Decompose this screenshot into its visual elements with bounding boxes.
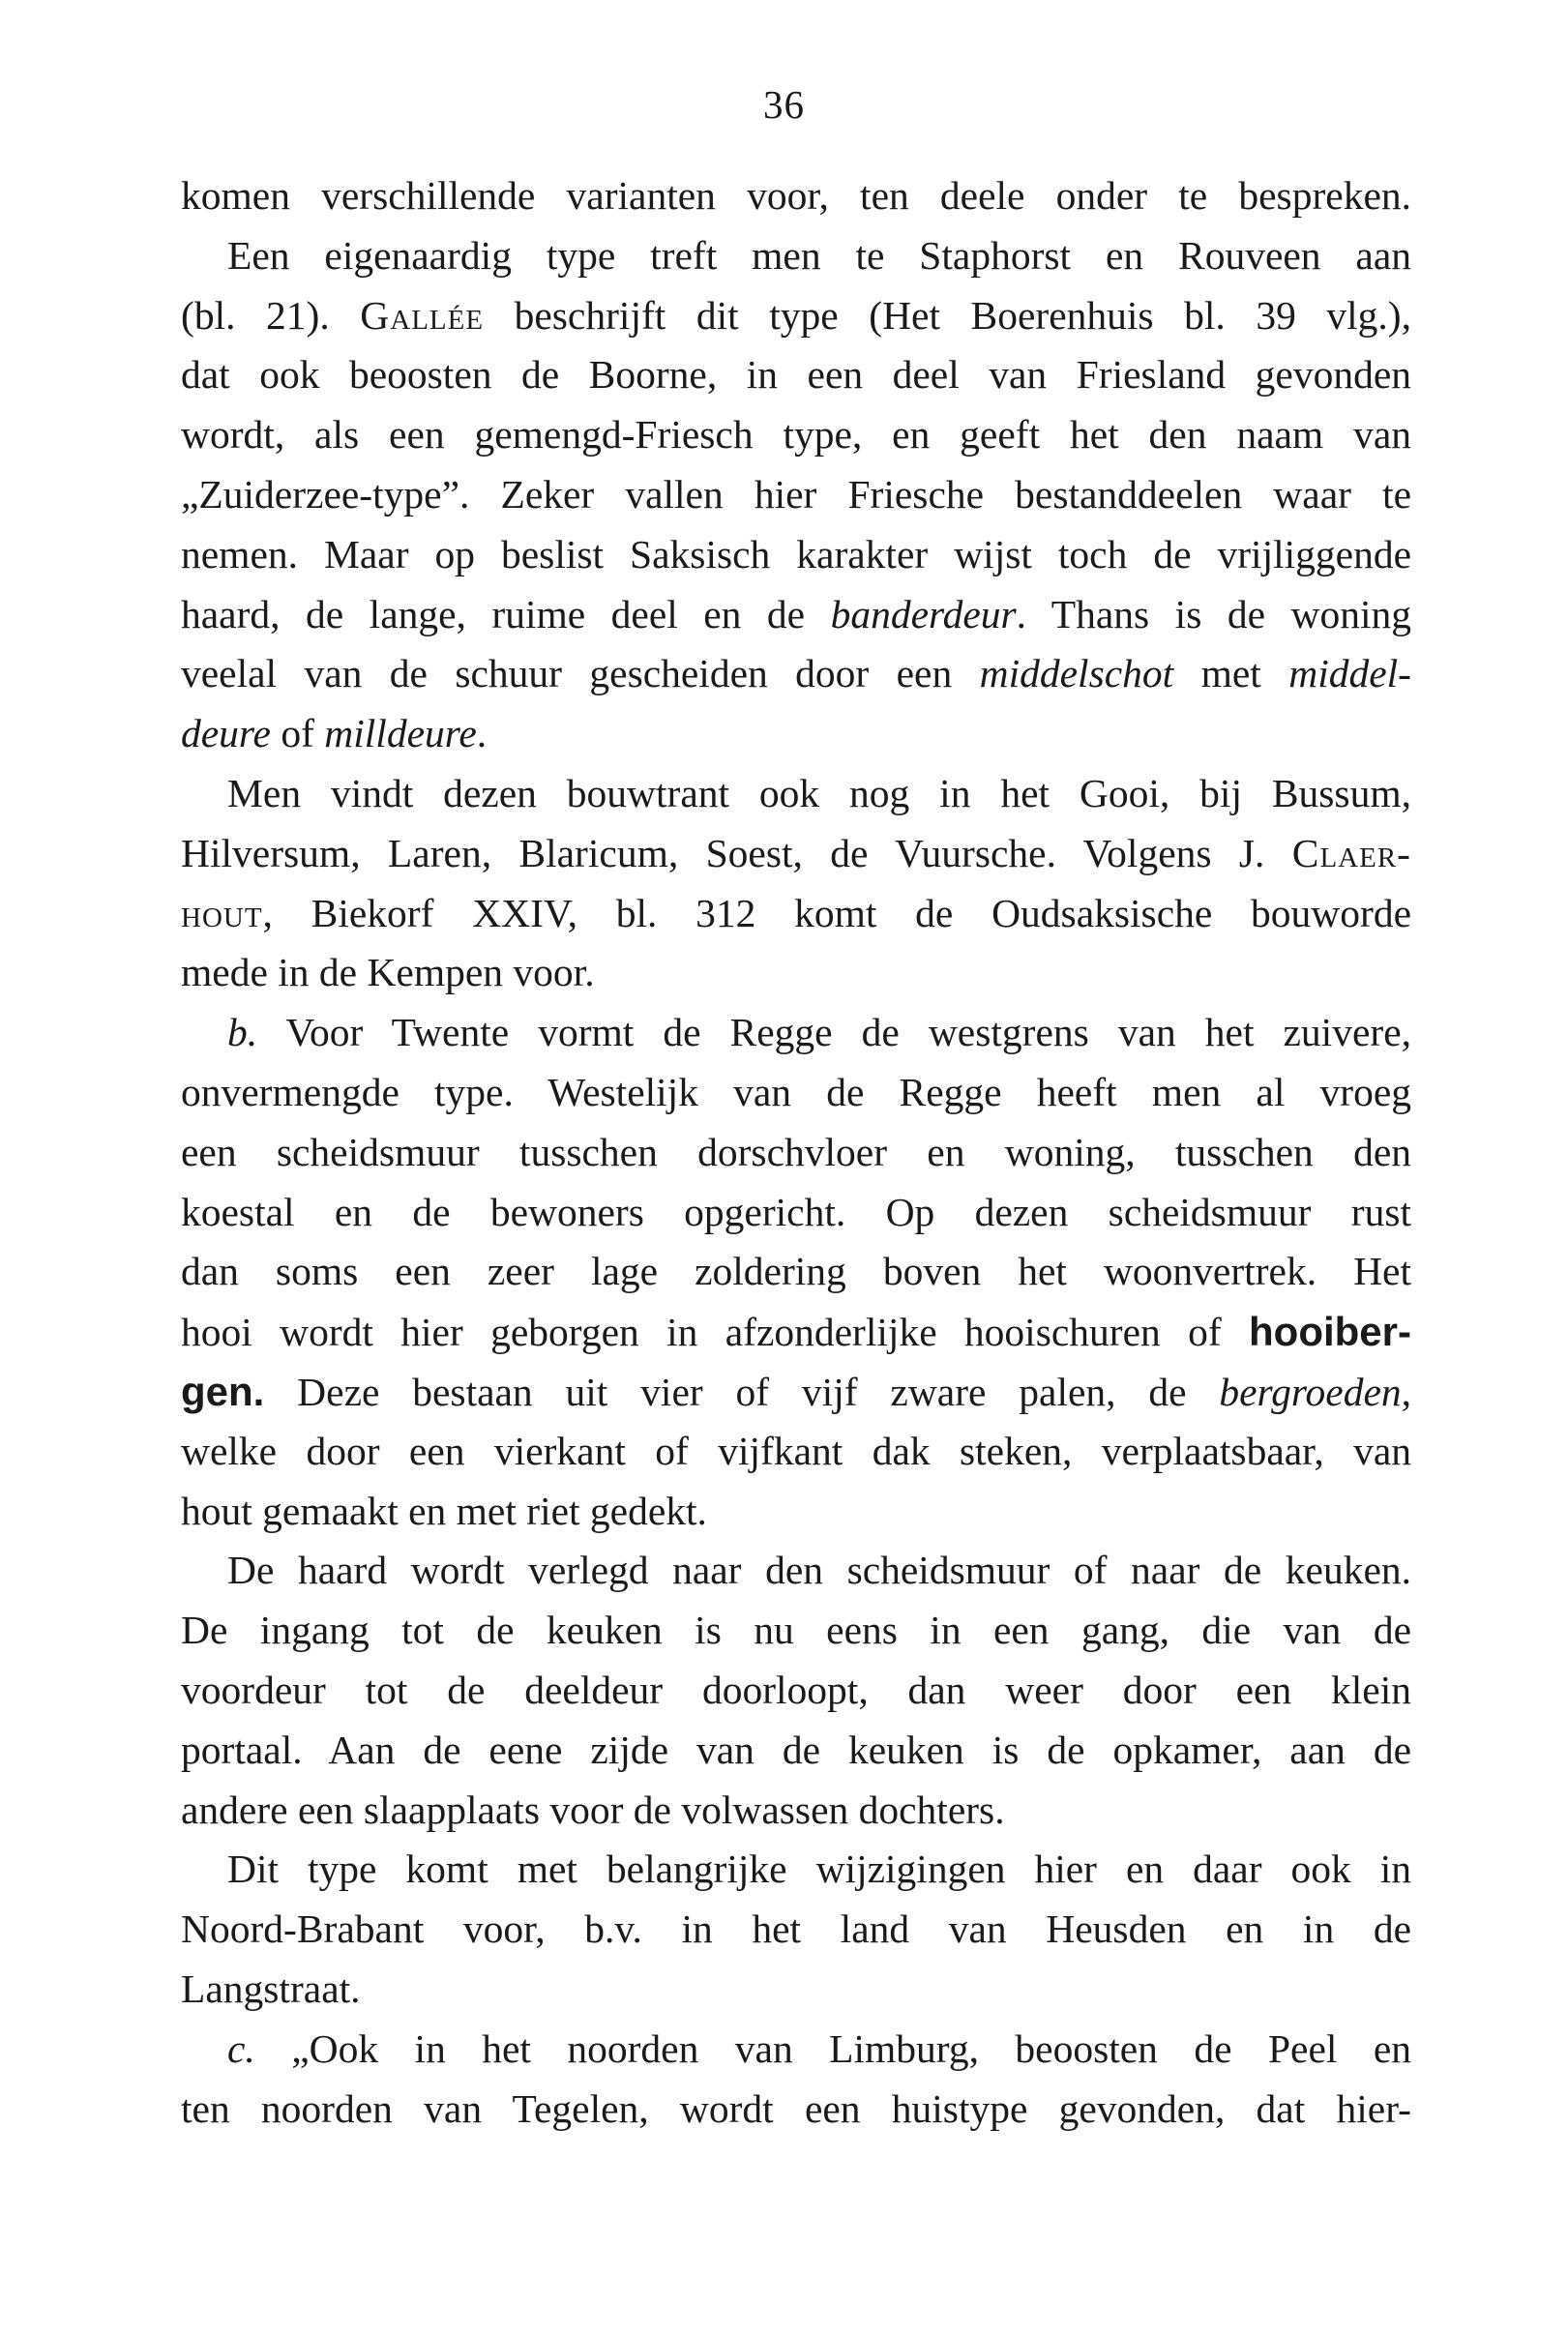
term-italic: banderdeur xyxy=(830,591,1017,636)
text-line: onvermengde type. Westelijk van de Regge heeft men al vroeg xyxy=(181,1069,1411,1114)
text-line: nemen. Maar op beslist Saksisch karakter wijst toch de vrijliggende xyxy=(181,531,1411,576)
body-text xyxy=(181,166,1411,2139)
section-marker: c. xyxy=(227,2025,255,2071)
text-line: voordeur tot de deeldeur doorloopt, dan weer door een klein xyxy=(181,1667,1411,1712)
text-line: Een eigenaardig type treft men te Staphorst en Rouveen aan xyxy=(227,232,1411,278)
text-line: hout gemaakt en met riet gedekt. xyxy=(181,1488,707,1533)
term-italic: bergroeden xyxy=(1219,1369,1402,1414)
text-line: andere een slaapplaats voor de volwassen dochters. xyxy=(181,1787,1005,1832)
author-name: Gallée xyxy=(360,292,485,338)
term-bold: gen. xyxy=(181,1368,265,1414)
text-line: een scheidsmuur tusschen dorschvloer en woning, tusschen den xyxy=(181,1129,1411,1174)
text-line: Dit type komt met belangrijke wijzigingen hier en daar ook in xyxy=(227,1847,1411,1892)
page-number: 36 xyxy=(763,82,805,127)
text-line: Noord-Brabant voor, b.v. in het land van Heusden en in de xyxy=(181,1906,1411,1952)
author-name: hout xyxy=(181,890,263,935)
section-marker: b. xyxy=(227,1010,258,1055)
text-line: dan soms een zeer lage zoldering boven het woonvertrek. Het xyxy=(181,1249,1411,1294)
text-line: deure of milldeure. xyxy=(181,711,488,756)
text-line: Men vindt dezen bouwtrant ook nog in het Gooi, bij Bussum, xyxy=(227,770,1411,815)
text-line: De haard wordt verlegd naar den scheidsmuur of naar de keuken. xyxy=(227,1548,1411,1593)
text-line: wordt, als een gemengd-Friesch type, en geeft het den naam van xyxy=(181,412,1411,458)
text-line: welke door een vierkant of vijfkant dak steken, verplaatsbaar, van xyxy=(181,1428,1411,1473)
text-line: gen. Deze bestaan uit vier of vijf zware palen, de bergroeden, xyxy=(181,1368,1411,1414)
text-line: b. Voor Twente vormt de Regge de westgrens van het zuivere, xyxy=(227,1010,1411,1055)
text-line: Langstraat. xyxy=(181,1966,361,2011)
text-line: „Zuiderzee-type”. Zeker vallen hier Friesche bestanddeelen waar te xyxy=(181,471,1411,517)
text-line: dat ook beoosten de Boorne, in een deel van Friesland gevonden xyxy=(181,352,1411,398)
text-line: c. „Ook in het noorden van Limburg, beoosten de Peel en xyxy=(227,2025,1411,2071)
term-bold: hooiber- xyxy=(1249,1309,1411,1355)
term-italic: deure xyxy=(181,711,271,756)
term-italic: milldeure xyxy=(324,711,477,756)
term-italic: middel- xyxy=(1288,651,1411,696)
author-name: Claer- xyxy=(1291,830,1411,875)
text-line: komen verschillende varianten voor, ten deele onder te bespreken. xyxy=(181,173,1411,218)
text-line: De ingang tot de keuken is nu eens in een gang, die van de xyxy=(181,1608,1411,1653)
term-italic: middelschot xyxy=(979,651,1174,696)
text-line: hooi wordt hier geborgen in afzonderlijke hooischuren of hooiber- xyxy=(181,1309,1411,1355)
text-line: hout, Biekorf XXIV, bl. 312 komt de Oudsaksische bouworde xyxy=(181,890,1411,935)
text-line: haard, de lange, ruime deel en de banderdeur. Thans is de woning xyxy=(181,591,1411,636)
text-line: Hilversum, Laren, Blaricum, Soest, de Vuursche. Volgens J. Claer- xyxy=(181,830,1411,875)
text-line: mede in de Kempen voor. xyxy=(181,950,595,995)
text-line: (bl. 21). Gallée beschrijft dit type (Het Boerenhuis bl. 39 vlg.), xyxy=(181,292,1411,338)
text-line: veelal van de schuur gescheiden door een middelschot met middel- xyxy=(181,651,1411,696)
text-line: ten noorden van Tegelen, wordt een huistype gevonden, dat hier- xyxy=(181,2085,1411,2131)
text-line: koestal en de bewoners opgericht. Op dezen scheidsmuur rust xyxy=(181,1189,1411,1234)
text-line: portaal. Aan de eene zijde van de keuken is de opkamer, aan de xyxy=(181,1727,1411,1772)
